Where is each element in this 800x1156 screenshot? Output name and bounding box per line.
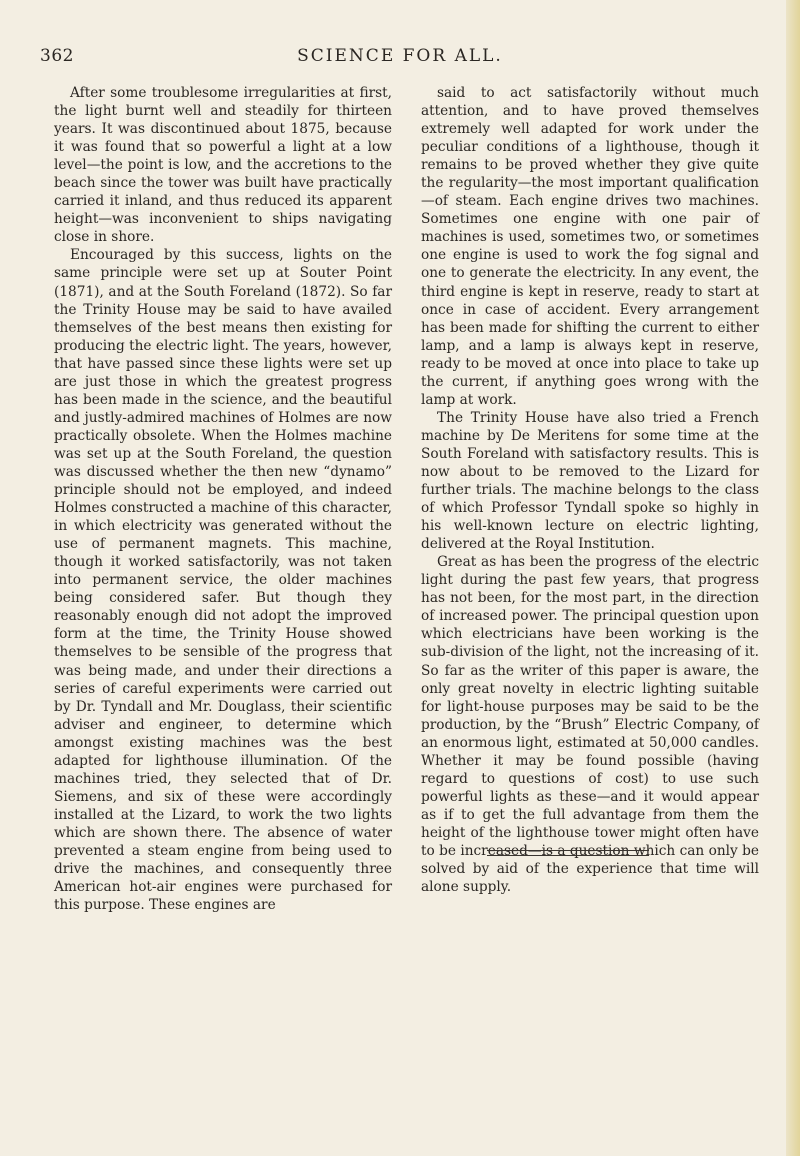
end-rule — [487, 855, 649, 856]
page-number: 362 — [40, 46, 74, 66]
page-edge — [786, 0, 800, 1156]
paragraph: said to act satisfactorily without much attention, and to have proved themselves extremely well adapted for work under the peculiar conditions of a lighthouse, though it remains to be proved whether they give quite the regularity—the most important qualification—of steam. Each engine drives two machines. Sometimes one engine with one pair of machines is used, sometimes two, or sometimes one engine is used to work the fog signal and one to generate the electricity. In any event, the third engine is kept in reserve, ready to start at once in case of accident. Every arrangement has been made for shifting the current to either lamp, and a lamp is always kept in reserve, ready to be moved at once into place to take up the current, if anything goes wrong with the lamp at work. — [421, 85, 759, 408]
paragraph: The Trinity House have also tried a French machine by De Meritens for some time at the South Foreland with satisfactory results. This is now about to be removed to the Lizard for further trials. The machine belongs to the class of which Professor Tyndall spoke so highly in his well-known lecture on electric lighting, delivered at the Royal Institution. — [421, 409, 759, 553]
left-column — [54, 84, 392, 914]
right-column — [421, 84, 759, 896]
end-rule — [487, 850, 649, 851]
page-header — [40, 46, 760, 76]
paragraph: Great as has been the progress of the electric light during the past few years, that progress has not been, for the most part, in the direction of increased power. The principal question upon which electricians have been working is the sub-division of the light, not the increasing of it. So far as the writer of this paper is aware, the only great novelty in electric lighting suitable for light-house purposes may be said to be the production, by the “Brush” Electric Company, of an enormous light, estimated at 50,000 candles. Whether it may be found possible (having regard to questions of cost) to use such powerful lights as these—and it would appear as if to get the full advantage from them the height of the lighthouse tower might often have to be increased—is a question which can only be solved by aid of the experience that time will alone supply. — [421, 554, 759, 896]
running-head: SCIENCE FOR ALL. — [297, 46, 503, 66]
paragraph: Encouraged by this success, lights on the same principle were set up at Souter Point (1871), and at the South Foreland (1872). So far the Trinity House may be said to have availed themselves of the best means then existing for producing the electric light. The years, however, that have passed since these lights were set up are just those in which the greatest progress has been made in the science, and the beautiful and justly-admired machines of Holmes are now practically obsolete. When the Holmes machine was set up at the South Foreland, the question was discussed whether the then new “dynamo” principle should not be employed, and indeed Holmes constructed a machine of this character, in which electricity was generated without the use of permanent magnets. This machine, though it worked satisfactorily, was not taken into permanent service, the older machines being considered safer. But though they reasonably enough did not adopt the improved form at the time, the Trinity House showed themselves to be sensible of the progress that was being made, and under their directions a series of careful experiments were carried out by Dr. Tyndall and Mr. Douglass, their scientific adviser and engineer, to determine which amongst existing machines was the best adapted for lighthouse illumination. Of the machines tried, they selected that of Dr. Siemens, and six of these were accordingly installed at the Lizard, to work the two lights which are shown there. The absence of water prevented a steam engine from being used to drive the machines, and consequently three American hot-air engines were purchased for this purpose. These engines are — [54, 247, 392, 914]
paragraph: After some troublesome irregularities at first, the light burnt well and steadily for thirteen years. It was discontinued about 1875, because it was found that so powerful a light at a low level—the point is low, and the accretions to the beach since the tower was built have practically carried it inland, and thus reduced its apparent height—was inconvenient to ships navigating close in shore. — [54, 85, 392, 246]
